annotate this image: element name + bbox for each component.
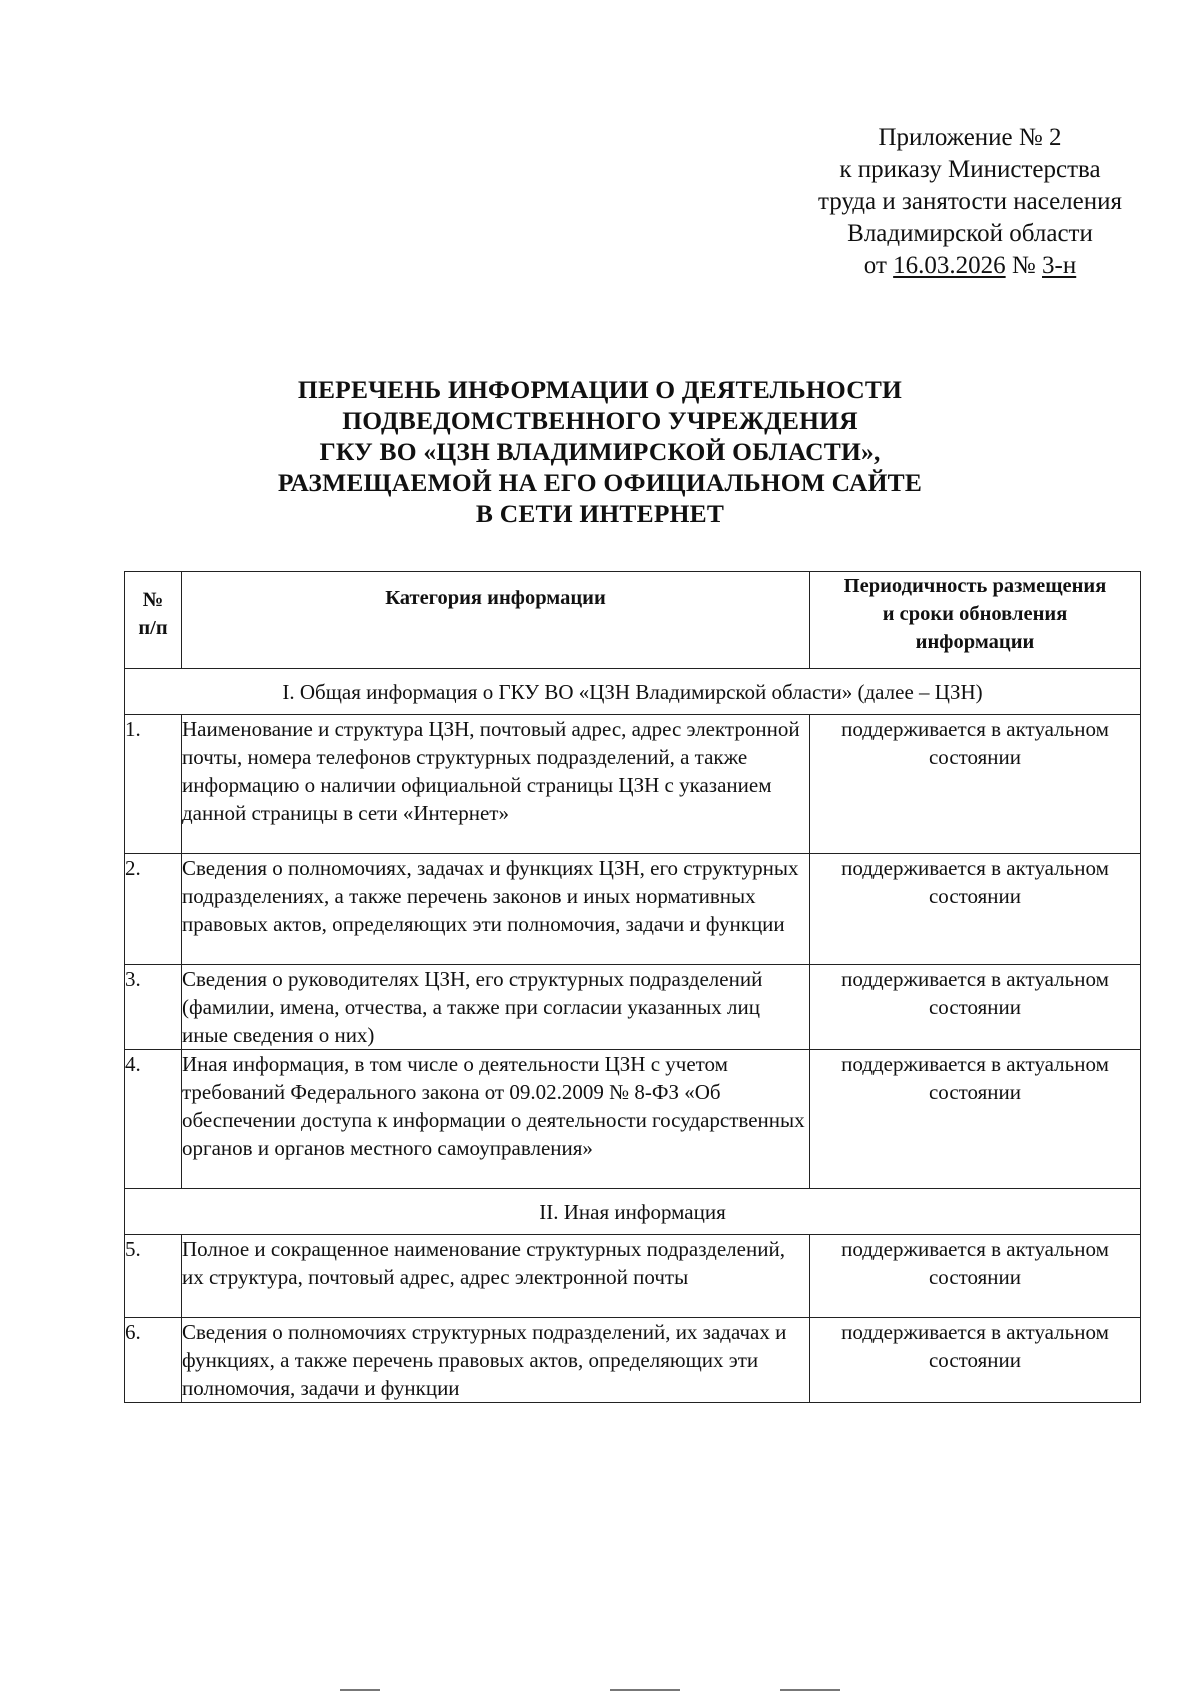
header-periodicity-line-3: информации: [915, 631, 1035, 653]
header-periodicity-line-1: Периодичность размещения: [843, 575, 1107, 597]
title-line-2: ПОДВЕДОМСТВЕННОГО УЧРЕЖДЕНИЯ: [342, 406, 858, 435]
table-row: [125, 1050, 1141, 1189]
header-number-symbol: №: [142, 589, 164, 611]
row-category: Наименование и структура ЦЗН, почтовый адрес, адрес электронной почты, номера телефонов структурных подразделений, а также информацию о наличии официальной страницы ЦЗН с указанием данной страницы в сети «Интернет»: [182, 715, 810, 854]
date-prefix: от: [863, 252, 887, 279]
row-category: Полное и сокращенное наименование структурных подразделений, их структура, почтовый адрес, адрес электронной почты: [182, 1235, 810, 1318]
table-row: [125, 965, 1141, 1050]
row-number: 6.: [125, 1318, 182, 1403]
section-title: I. Общая информация о ГКУ ВО «ЦЗН Владимирской области» (далее – ЦЗН): [125, 669, 1141, 715]
row-number: 1.: [125, 715, 182, 854]
scan-artifact: [340, 1689, 380, 1691]
section-title: II. Иная информация: [125, 1189, 1141, 1235]
title-line-1: ПЕРЕЧЕНЬ ИНФОРМАЦИИ О ДЕЯТЕЛЬНОСТИ: [297, 375, 903, 404]
header-periodicity: [810, 572, 1141, 669]
title-line-4: РАЗМЕЩАЕМОЙ НА ЕГО ОФИЦИАЛЬНОМ САЙТЕ: [277, 468, 923, 497]
row-periodicity: поддерживается в актуальном состоянии: [810, 1318, 1141, 1403]
appendix-header: [770, 122, 1170, 282]
appendix-number: Приложение № 2: [878, 124, 1062, 151]
row-periodicity: поддерживается в актуальном состоянии: [810, 854, 1141, 965]
number-prefix: №: [1011, 252, 1036, 279]
row-number: 4.: [125, 1050, 182, 1189]
header-number: [125, 572, 182, 669]
section-row-other: [125, 1189, 1141, 1235]
appendix-order-ref: к приказу Министерства: [839, 156, 1101, 183]
appendix-ministry: труда и занятости населения: [817, 188, 1123, 215]
order-date: 16.03.2026: [893, 252, 1006, 279]
section-row-general: [125, 669, 1141, 715]
row-periodicity: поддерживается в актуальном состоянии: [810, 1235, 1141, 1318]
row-category: Сведения о полномочиях структурных подразделений, их задачах и функциях, а также перечень правовых актов, определяющих эти полномочия, задачи и функции: [182, 1318, 810, 1403]
row-periodicity: поддерживается в актуальном состоянии: [810, 965, 1141, 1050]
table-header-row: [125, 572, 1141, 669]
row-number: 3.: [125, 965, 182, 1050]
row-periodicity: поддерживается в актуальном состоянии: [810, 715, 1141, 854]
table-row: [125, 854, 1141, 965]
header-periodicity-line-2: и сроки обновления: [882, 603, 1068, 625]
appendix-date-line: [770, 250, 1170, 282]
row-periodicity: поддерживается в актуальном состоянии: [810, 1050, 1141, 1189]
row-category: Сведения о руководителях ЦЗН, его структурных подразделений (фамилии, имена, отчества, а также при согласии указанных лиц иные сведения о них): [182, 965, 810, 1050]
title-line-5: В СЕТИ ИНТЕРНЕТ: [475, 499, 725, 528]
row-category: Иная информация, в том числе о деятельности ЦЗН с учетом требований Федерального закона от 09.02.2009 № 8-ФЗ «Об обеспечении доступа к информации о деятельности государственных органов и органов местного самоуправления»: [182, 1050, 810, 1189]
row-number: 5.: [125, 1235, 182, 1318]
appendix-region: Владимирской области: [847, 220, 1093, 247]
row-number: 2.: [125, 854, 182, 965]
order-number: 3-н: [1042, 252, 1077, 279]
table-row: [125, 1318, 1141, 1403]
header-number-label: п/п: [138, 617, 168, 639]
table-row: [125, 1235, 1141, 1318]
title-line-3: ГКУ ВО «ЦЗН ВЛАДИМИРСКОЙ ОБЛАСТИ»,: [319, 437, 881, 466]
document-title: [130, 374, 1070, 529]
scan-artifact: [780, 1689, 840, 1691]
row-category: Сведения о полномочиях, задачах и функциях ЦЗН, его структурных подразделениях, а также перечень законов и иных нормативных правовых актов, определяющих эти полномочия, задачи и функции: [182, 854, 810, 965]
table-row: [125, 715, 1141, 854]
scan-artifact: [610, 1689, 680, 1691]
header-category: Категория информации: [182, 572, 810, 669]
information-table: [124, 571, 1141, 1403]
